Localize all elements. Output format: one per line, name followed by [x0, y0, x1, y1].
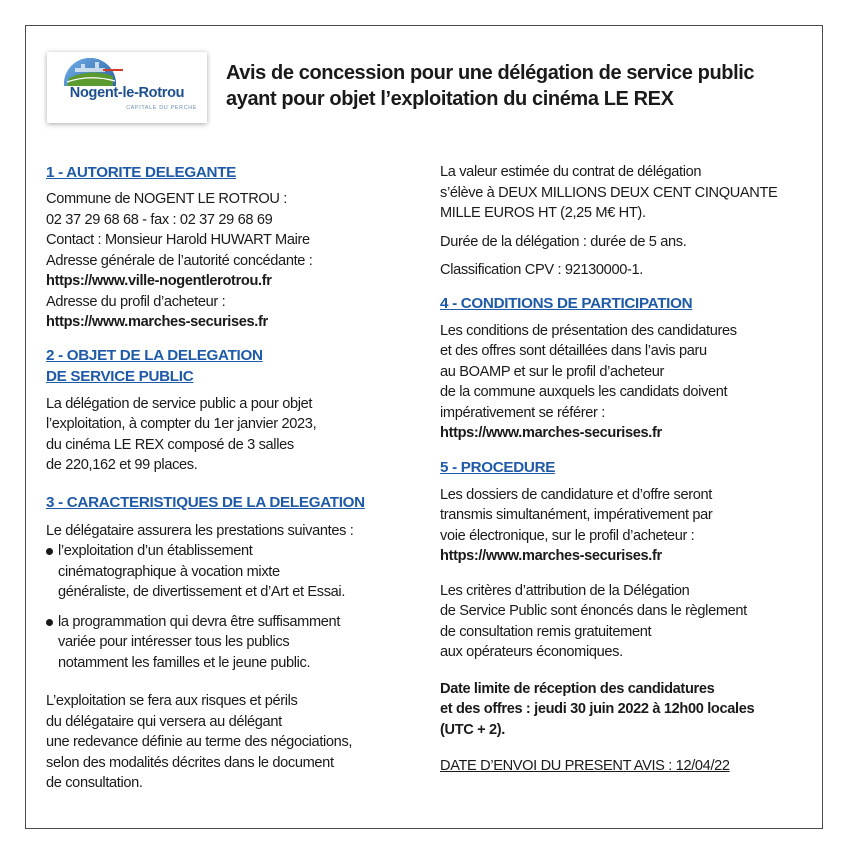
text-line: L’exploitation se fera aux risques et périls [46, 693, 298, 709]
text-line: Adresse du profil d’acheteur : [46, 293, 226, 310]
text-line: Les conditions de présentation des candidatures [440, 322, 737, 339]
text-line: de Service Public sont énoncés dans le règlement [440, 603, 747, 619]
text-line: impérativement se référer : [440, 404, 605, 421]
text-line: 02 37 29 68 68 - fax : 02 37 29 68 69 [46, 211, 273, 228]
text-line: une redevance définie au terme des négociations, [46, 734, 353, 750]
text-line: aux opérateurs économiques. [440, 644, 623, 660]
text-line: variée pour intéresser tous les publics [58, 634, 290, 650]
logo-subtitle: CAPITALE DU PERCHE [126, 105, 197, 111]
text-line: de consultation remis gratuitement [440, 623, 652, 640]
text-line: Adresse générale de l’autorité concédante : [46, 252, 313, 269]
text-line: La délégation de service public a pour objet [46, 395, 313, 412]
section-heading: 3 - CARACTERISTIQUES DE LA DELEGATION [46, 493, 365, 511]
notice-title [226, 60, 826, 112]
logo-name: Nogent-le-Rotrou [69, 85, 185, 101]
authority-block [46, 189, 431, 333]
left-column [46, 162, 431, 794]
text-line: Le délégataire assurera les prestations suivantes : [46, 522, 354, 539]
text-line: au BOAMP et sur le profil d’acheteur [440, 363, 664, 380]
text-line: MILLE EUROS HT (2,25 M€ HT). [440, 205, 646, 221]
risk-paragraph [46, 691, 431, 794]
buyer-profile-link[interactable]: https://www.marches-securises.fr [440, 548, 662, 564]
right-column [440, 162, 818, 777]
text-line: généraliste, de divertissement et d’Art et Essai. [58, 584, 346, 600]
text-line: Contact : Monsieur Harold HUWART Maire [46, 232, 310, 248]
section-heading: 5 - PROCEDURE [440, 458, 556, 476]
buyer-profile-link[interactable]: https://www.marches-securises.fr [46, 314, 268, 330]
text-line: et des offres : jeudi 30 juin 2022 à 12h00 locales [440, 701, 755, 717]
website-link[interactable]: https://www.ville-nogentlerotrou.fr [46, 273, 272, 289]
text-line: Commune de NOGENT LE ROTROU : [46, 191, 287, 207]
text-line: Les dossiers de candidature et d’offre seront [440, 486, 712, 503]
text-line: l’exploitation, à compter du 1er janvier 2023, [46, 416, 317, 432]
bullet-item: l’exploitation d’un établissement [46, 541, 431, 562]
text-line: transmis simultanément, impérativement par [440, 507, 713, 523]
participation-block [440, 321, 818, 444]
text-line: voie électronique, sur le profil d’acheteur : [440, 527, 695, 544]
text-line: notamment les familles et le jeune public. [58, 654, 311, 671]
send-date: DATE D’ENVOI DU PRESENT AVIS : 12/04/22 [440, 758, 730, 774]
logo-emblem-icon [55, 54, 125, 86]
text-line: La valeur estimée du contrat de délégation [440, 164, 702, 180]
criteria-block [440, 581, 818, 663]
text-line: selon des modalités décrites dans le document [46, 754, 334, 771]
text-line: de consultation. [46, 775, 143, 791]
section-heading: 4 - CONDITIONS DE PARTICIPATION [440, 294, 693, 312]
procedure-block [440, 485, 818, 567]
text-line: et des offres sont détaillées dans l’avis paru [440, 343, 707, 359]
text-line: cinématographique à vocation mixte [58, 563, 280, 580]
characteristics-block [46, 521, 431, 794]
bullet-item: la programmation qui devra être suffisamment [46, 612, 431, 633]
text-line: du cinéma LE REX composé de 3 salles [46, 436, 294, 453]
duration-text: Durée de la délégation : durée de 5 ans. [440, 233, 687, 250]
title-line: ayant pour objet l’exploitation du cinéma LE REX [226, 88, 674, 110]
text-line: de 220,162 et 99 places. [46, 457, 198, 473]
deadline-block [440, 679, 818, 741]
object-block [46, 394, 431, 476]
text-line: s’élève à DEUX MILLIONS DEUX CENT CINQUANTE [440, 184, 778, 201]
text-line: Les critères d’attribution de la Délégation [440, 582, 690, 599]
text-line: (UTC + 2). [440, 721, 506, 738]
title-line: Avis de concession pour une délégation de service public [226, 62, 755, 84]
cpv-text: Classification CPV : 92130000-1. [440, 262, 643, 278]
text-line: du délégataire qui versera au délégant [46, 713, 282, 730]
section-heading: DE SERVICE PUBLIC [46, 367, 194, 385]
section-heading: 2 - OBJET DE LA DELEGATION [46, 346, 263, 364]
section-heading: 1 - AUTORITE DELEGANTE [46, 164, 237, 181]
text-line: de la commune auxquels les candidats doivent [440, 384, 728, 400]
text-line: Date limite de réception des candidatures [440, 680, 715, 697]
buyer-profile-link[interactable]: https://www.marches-securises.fr [440, 425, 662, 441]
town-logo [47, 52, 207, 123]
